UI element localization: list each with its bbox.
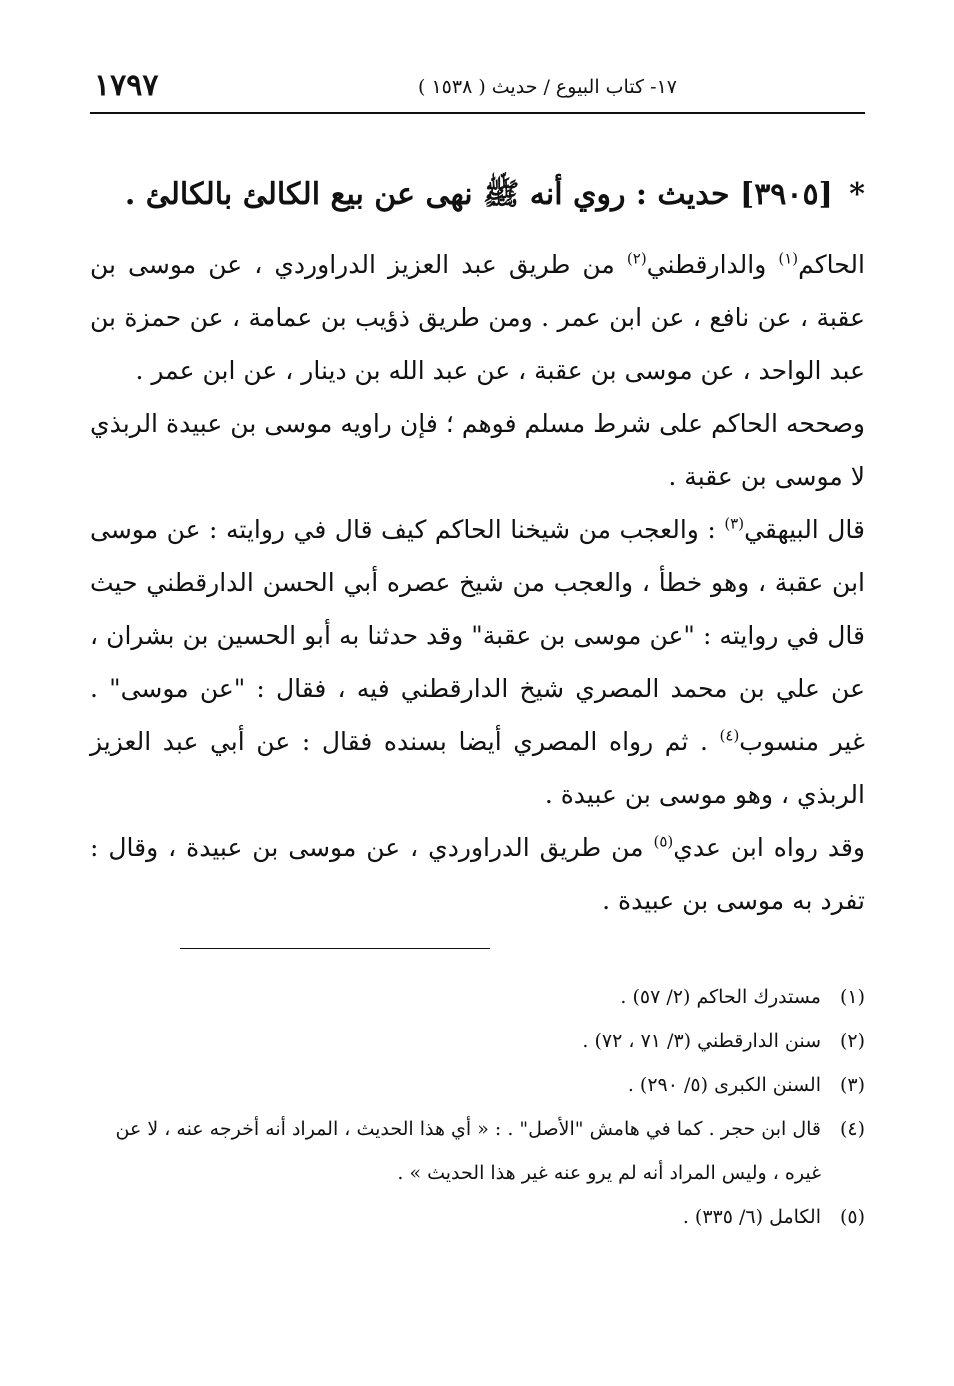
hadith-title-text: حديث : روي أنه ﷺ نهى عن بيع الكالئ بالكالئ . bbox=[124, 177, 730, 212]
footnote-text: قال ابن حجر . كما في هامش "الأصل" . : « أي هذا الحديث ، المراد أنه أخرجه عنه ، لا عن غيره ، وليس المراد أنه لم يرو عنه غير هذا الحديث » . bbox=[115, 1118, 821, 1184]
text-run: الحاكم bbox=[798, 250, 865, 279]
star-marker: * bbox=[849, 177, 865, 212]
main-text bbox=[90, 238, 865, 927]
hadith-number: [٣٩٠٥] bbox=[739, 177, 833, 212]
footnote-ref-4[interactable]: (٤) bbox=[719, 726, 740, 745]
paragraph-4 bbox=[90, 821, 865, 927]
footnote-number: (٢) bbox=[839, 1030, 865, 1052]
footnote-number: (٣) bbox=[839, 1074, 865, 1096]
footnote-item bbox=[90, 1107, 865, 1195]
text-run: من طريق عبد العزيز الدراوردي ، عن موسى بن عقبة ، عن نافع ، عن ابن عمر . ومن طريق ذؤيب بن عمامة ، عن حمزة بن عبد الواحد ، عن موسى بن عقبة ، عن عبد الله بن دينار ، عن ابن عمر . bbox=[90, 250, 866, 385]
footnote-ref-5[interactable]: (٥) bbox=[653, 832, 674, 851]
header-rule bbox=[90, 112, 865, 114]
page-number: ١٧٩٧ bbox=[94, 68, 159, 103]
text-run: : والعجب من شيخنا الحاكم كيف قال في روايته : عن موسى ابن عقبة ، وهو خطأ ، والعجب من شيخ عصره أبي الحسن الدارقطني حيث قال في روايته : "عن موسى بن عقبة" وقد حدثنا به أبو الحسين بن بشران ، عن علي بن محمد المصري شيخ الدارقطني فيه ، فقال : "عن موسى" . غير منسوب bbox=[90, 515, 866, 756]
footnotes bbox=[90, 975, 865, 1239]
text-run: . ثم رواه المصري أيضا بسنده فقال : عن أبي عبد العزيز الربذي ، وهو موسى بن عبيدة . bbox=[90, 727, 865, 809]
footnote-text: السنن الكبرى (٥/ ٢٩٠) . bbox=[627, 1074, 821, 1096]
text-run: قال البيهقي bbox=[744, 515, 865, 544]
running-title: ١٧- كتاب البيوع / حديث ( ١٥٣٨ ) bbox=[418, 76, 677, 98]
footnote-ref-3[interactable]: (٣) bbox=[724, 514, 745, 533]
footnote-number: (١) bbox=[839, 986, 865, 1008]
footnote-item bbox=[90, 975, 865, 1019]
text-run: من طريق الدراوردي ، عن موسى بن عبيدة ، وقال : تفرد به موسى بن عبيدة . bbox=[90, 833, 865, 915]
footnote-text: سنن الدارقطني (٣/ ٧١ ، ٧٢) . bbox=[582, 1030, 821, 1052]
footnote-ref-1[interactable]: (١) bbox=[778, 249, 799, 268]
footnote-number: (٤) bbox=[839, 1118, 865, 1140]
footnote-item bbox=[90, 1063, 865, 1107]
footnote-ref-2[interactable]: (٢) bbox=[626, 249, 647, 268]
footnote-item bbox=[90, 1019, 865, 1063]
page-header bbox=[90, 68, 865, 112]
text-run: والدارقطني bbox=[646, 250, 779, 279]
footnote-item bbox=[90, 1195, 865, 1239]
footnote-text: الكامل (٦/ ٣٣٥) . bbox=[682, 1206, 821, 1228]
footnote-text: مستدرك الحاكم (٢/ ٥٧) . bbox=[620, 986, 821, 1008]
paragraph-3 bbox=[90, 503, 865, 821]
text-run: وقد رواه ابن عدي bbox=[673, 833, 865, 862]
footnote-number: (٥) bbox=[839, 1206, 865, 1228]
footnote-separator bbox=[180, 948, 490, 949]
paragraph-2: وصححه الحاكم على شرط مسلم فوهم ؛ فإن راويه موسى بن عبيدة الربذي لا موسى بن عقبة . bbox=[90, 409, 865, 491]
hadith-title bbox=[90, 165, 865, 225]
book-page bbox=[90, 60, 865, 1360]
paragraph-1 bbox=[90, 238, 865, 397]
